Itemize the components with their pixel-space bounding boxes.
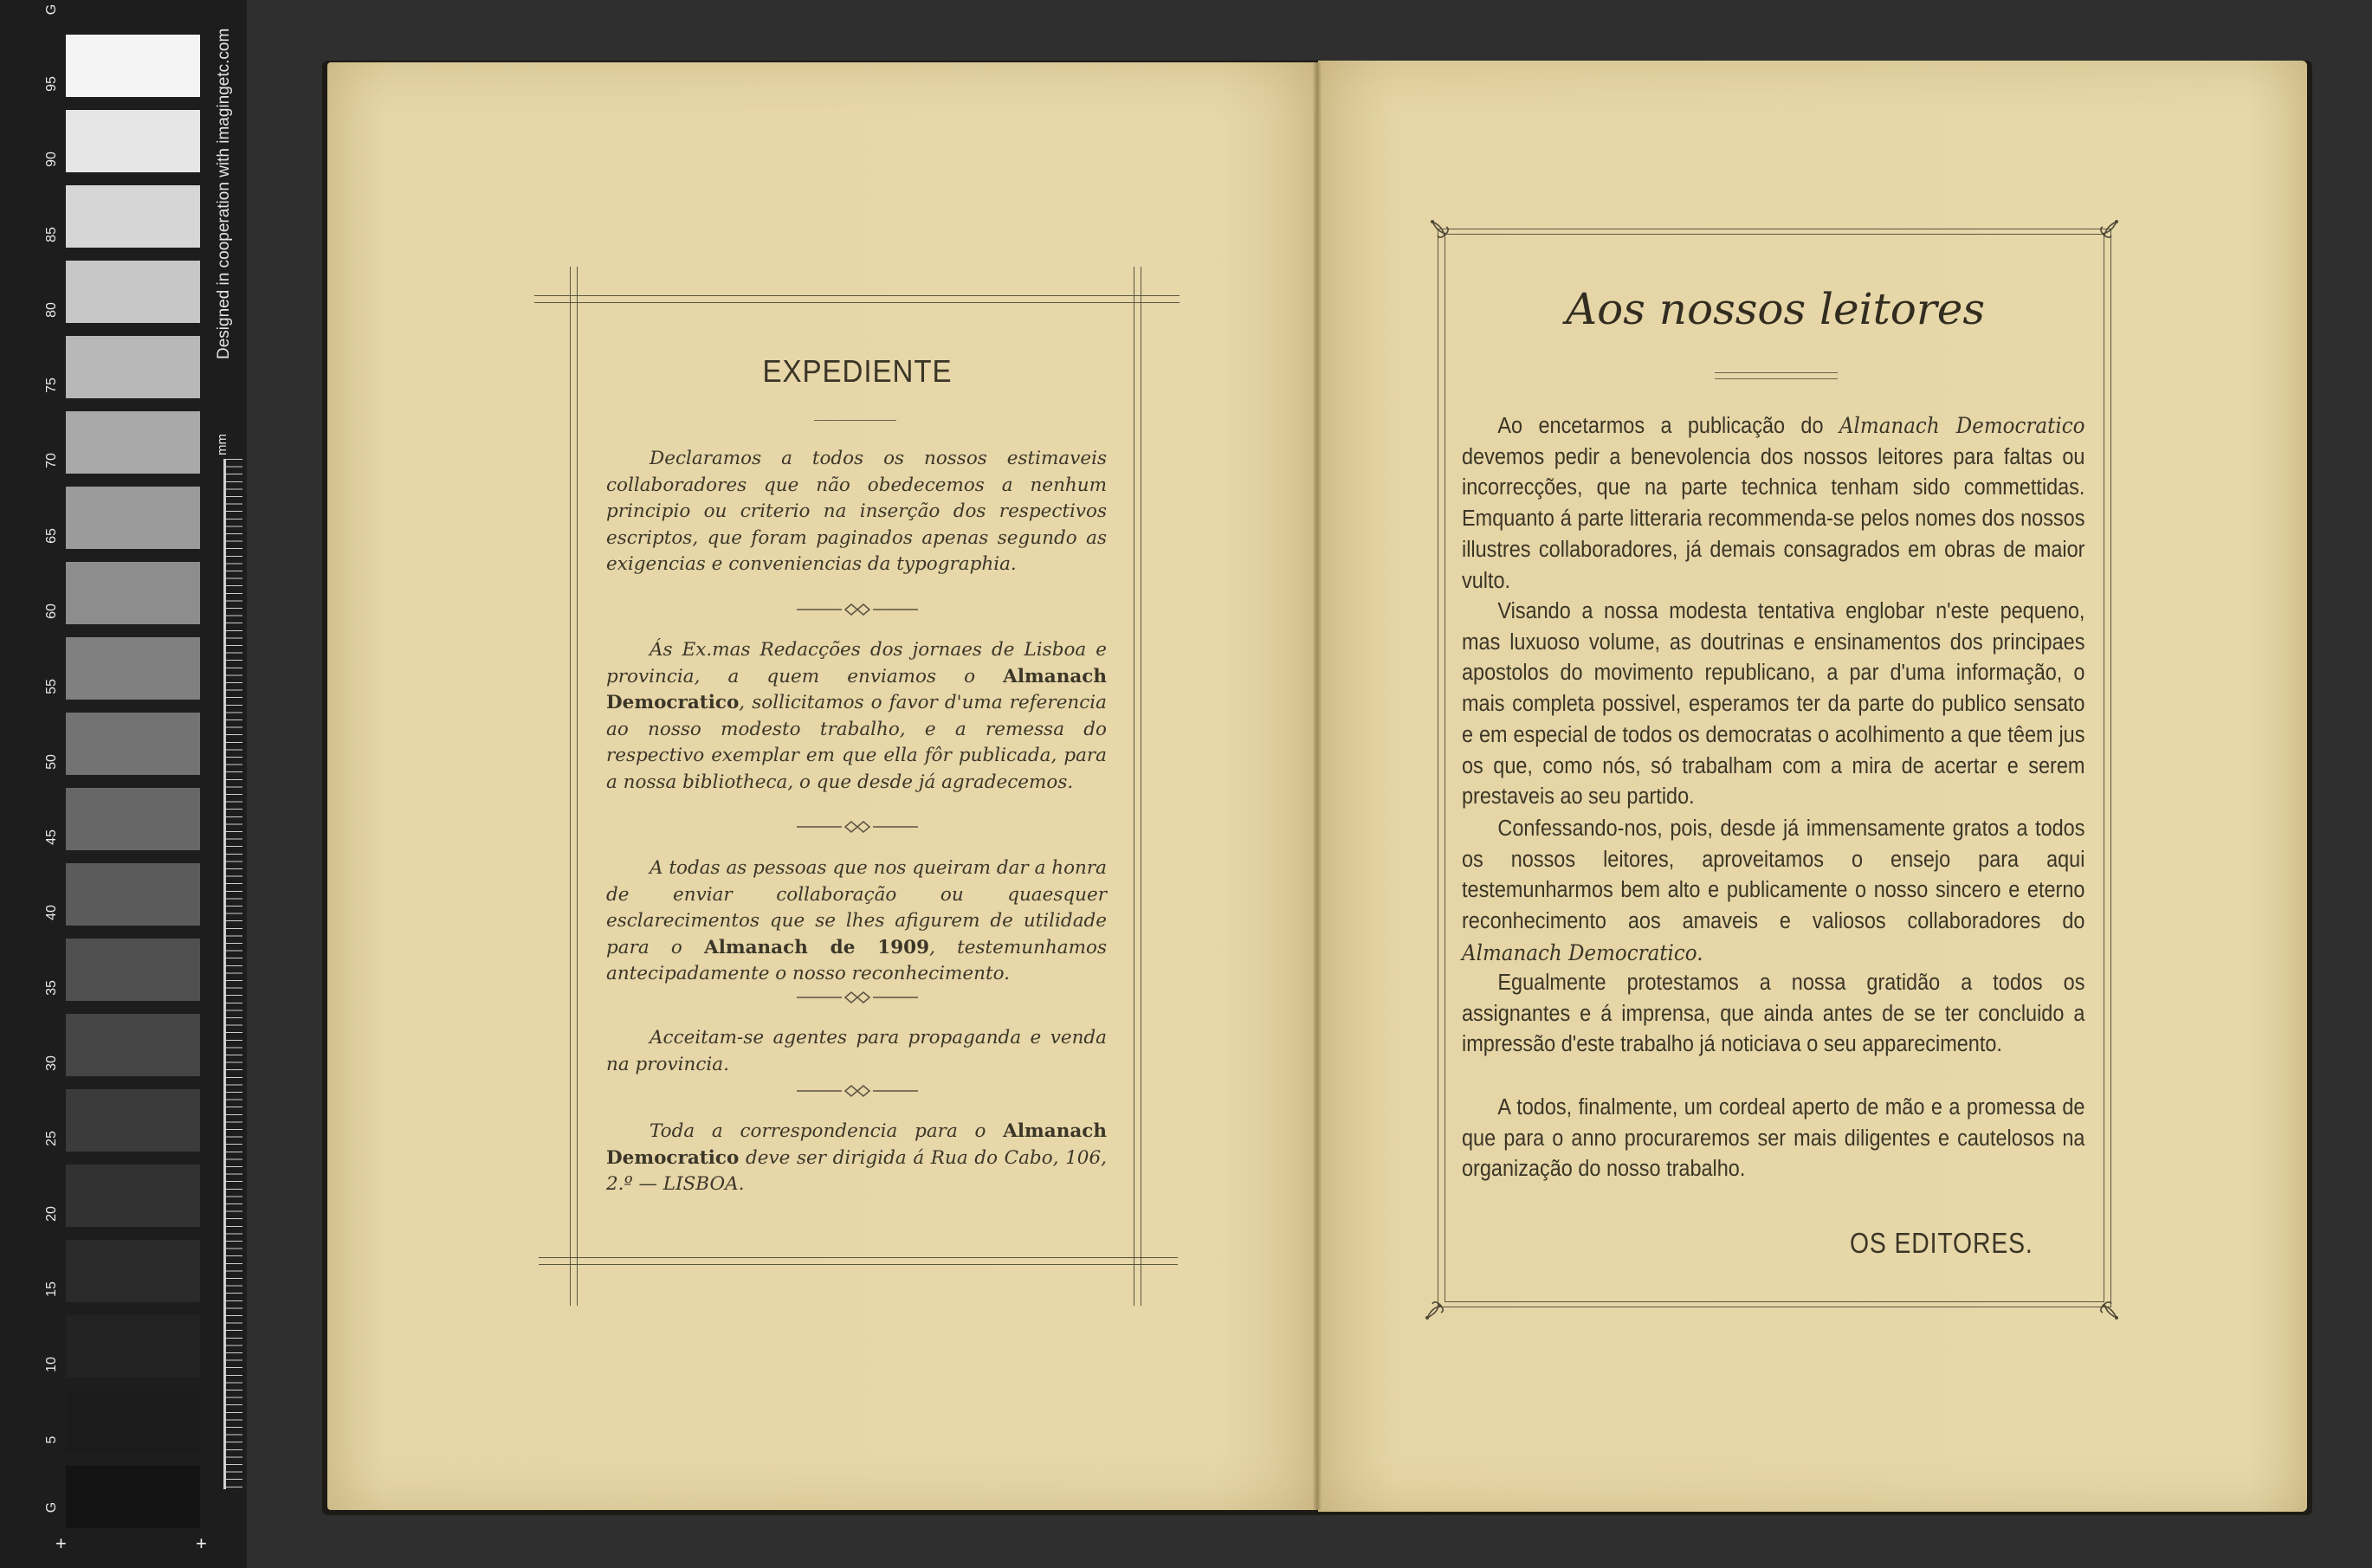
- scale-label: 20: [44, 1206, 59, 1222]
- gray-patch-65: [66, 487, 200, 549]
- frame-corner-ornament: [1427, 216, 1462, 251]
- ornament-divider: [797, 601, 918, 618]
- leitores-paragraph-1: [1462, 410, 2084, 597]
- expediente-paragraph-4: Acceitam-se agentes para propaganda e venda na provincia.: [606, 1027, 1107, 1075]
- gray-patch-35: [66, 939, 200, 1001]
- gray-patch-45: [66, 788, 200, 850]
- target-top-label: G: [44, 3, 59, 16]
- scale-label: 40: [44, 905, 59, 920]
- gray-patch-15: [66, 1240, 200, 1302]
- leitores-paragraph-2: Visando a nossa modesta tentativa englobar n'este pequeno, mas luxuoso volume, as doutrinas e ensinamentos dos principaes apostolos do movimento republicano, a par d'uma informação, o mais completa possivel, esperamos ter da parte do publico sensato e em especial de todos os democratas o acolhimento a que têem jus os que, como nós, só trabalham com a mira de acertar e serem prestaveis ao seu partido.: [1462, 599, 2085, 810]
- scale-label: 50: [44, 754, 59, 770]
- almanach-title-italic: Almanach Democratico.: [1462, 939, 1703, 965]
- gray-patch-25: [66, 1089, 200, 1152]
- scale-label: 65: [44, 528, 59, 544]
- mm-ruler: [223, 459, 242, 1489]
- gray-patch-5: [66, 1391, 200, 1453]
- paragraph-text: Ao encetarmos a publicação do: [1497, 414, 1839, 438]
- target-credit: Designed in cooperation with imagingetc.com: [215, 28, 233, 359]
- expediente-paragraph-2: [606, 637, 1107, 796]
- paragraph-text: Toda a correspondencia para o: [650, 1120, 1004, 1142]
- registration-mark: +: [55, 1533, 67, 1554]
- ornament-divider: [797, 818, 918, 836]
- almanach-title-italic: Almanach Democratico: [1839, 413, 2085, 438]
- leitores-paragraph-3: [1462, 814, 2084, 970]
- frame-corner-ornament: [2087, 216, 2122, 251]
- leitores-paragraph-5: A todos, finalmente, um cordeal aperto de mão e a promessa de que para o anno procuraremos ser mais diligentes e cautelosos na organização do nosso trabalho.: [1462, 1095, 2085, 1182]
- gray-patch-90: [66, 110, 200, 172]
- title-rule: [1715, 378, 1838, 379]
- paragraph-text: devemos pedir a benevolencia dos nossos leitores para faltas ou incorrecções, que na parte technica tenham sido commettidas. Emquanto á parte litteraria recommenda-se pelos nomes dos nossos illustres collaboradores, já demais consagrados em obras de maior vulto.: [1462, 444, 2085, 593]
- scale-label: 55: [44, 679, 59, 694]
- scale-label: 90: [44, 152, 59, 167]
- almanach-1909-bold: Almanach de 1909: [704, 936, 930, 958]
- gray-patch-55: [66, 637, 200, 700]
- scale-label: 60: [44, 603, 59, 619]
- scale-label: 75: [44, 377, 59, 393]
- paragraph-text: , testemunhamos antecipadamente o nosso reconhecimento.: [606, 936, 1107, 984]
- scale-label: 30: [44, 1055, 59, 1071]
- color-target-strip: [0, 0, 247, 1568]
- scale-label: 70: [44, 453, 59, 468]
- gray-patch-95: [66, 35, 200, 97]
- expediente-paragraph-5: [606, 1119, 1107, 1198]
- paragraph-text: Ás Ex.mas Redacções dos jornaes de Lisboa e provincia, a quem enviamos o: [606, 639, 1107, 687]
- expediente-paragraph-3: [606, 855, 1107, 988]
- registration-mark: +: [196, 1533, 207, 1554]
- ornament-divider: [797, 1082, 918, 1100]
- gray-patch-10: [66, 1315, 200, 1378]
- gray-patch-80: [66, 261, 200, 323]
- scale-label: 95: [44, 76, 59, 92]
- book-gutter: [1313, 62, 1322, 1510]
- gray-patch-20: [66, 1165, 200, 1227]
- gray-patch-50: [66, 713, 200, 775]
- paragraph-text: A todas as pessoas que nos queiram dar a honra de enviar collaboração ou quaesquer esclarecimentos que se lhes afigurem de utilidade para o: [606, 857, 1107, 958]
- scale-label: 25: [44, 1131, 59, 1146]
- target-bottom-label: G: [44, 1501, 59, 1513]
- paragraph-text: , sollicitamos o favor d'uma referencia ao nosso modesto trabalho, e a remessa do respectivo exemplar em que ella fôr publicada, para a nossa bibliotheca, o que desde já agradecemos.: [606, 692, 1107, 793]
- frame-corner-ornament: [1422, 1288, 1457, 1323]
- paragraph-text: deve ser dirigida á Rua do Cabo, 106, 2.º — LISBOA.: [606, 1146, 1107, 1195]
- gray-patch-60: [66, 562, 200, 624]
- scale-label: 15: [44, 1281, 59, 1297]
- expediente-paragraph-1: Declaramos a todos os nossos estimaveis collaboradores que não obedecemos a nenhum principio ou criterio na inserção dos respectivos escriptos, que foram paginados apenas segundo as exigencias e conveniencias da typographia.: [606, 448, 1107, 575]
- scale-label: 5: [44, 1436, 59, 1444]
- gray-patch-30: [66, 1014, 200, 1076]
- scale-label: 35: [44, 980, 59, 996]
- almanach-title-bold: Almanach Democratico: [606, 1120, 1107, 1169]
- leitores-paragraph-4: Egualmente protestamos a nossa gratidão a todos os assignantes e á imprensa, que ainda antes de se ter concluido a impressão d'este trabalho já noticiava o seu apparecimento.: [1462, 971, 2085, 1057]
- expediente-title: EXPEDIENTE: [762, 353, 953, 389]
- almanach-title-bold: Almanach Democratico: [606, 665, 1107, 713]
- title-rule: [814, 420, 896, 421]
- scale-label: 85: [44, 227, 59, 242]
- ruler-unit: mm: [215, 434, 229, 455]
- scale-label: 10: [44, 1357, 59, 1372]
- scale-label: 80: [44, 302, 59, 318]
- gray-patch-40: [66, 863, 200, 926]
- title-rule: [1715, 372, 1838, 373]
- gray-patch-75: [66, 336, 200, 398]
- frame-corner-ornament: [2087, 1288, 2122, 1323]
- ornament-divider: [797, 989, 918, 1006]
- gray-patch-85: [66, 185, 200, 248]
- leitores-title: Aos nossos leitores: [1566, 284, 1985, 334]
- signoff-editores: OS EDITORES.: [1850, 1227, 2033, 1259]
- gray-patch-g: [66, 1466, 200, 1528]
- gray-patch-70: [66, 411, 200, 474]
- paragraph-text: Confessando-nos, pois, desde já immensamente gratos a todos os nossos leitores, aproveitamos o ensejo para aqui testemunharmos bem alto e publicamente o nosso sincero e eterno reconhecimento aos amaveis e valiosos collaboradores do: [1462, 816, 2085, 934]
- scale-label: 45: [44, 829, 59, 845]
